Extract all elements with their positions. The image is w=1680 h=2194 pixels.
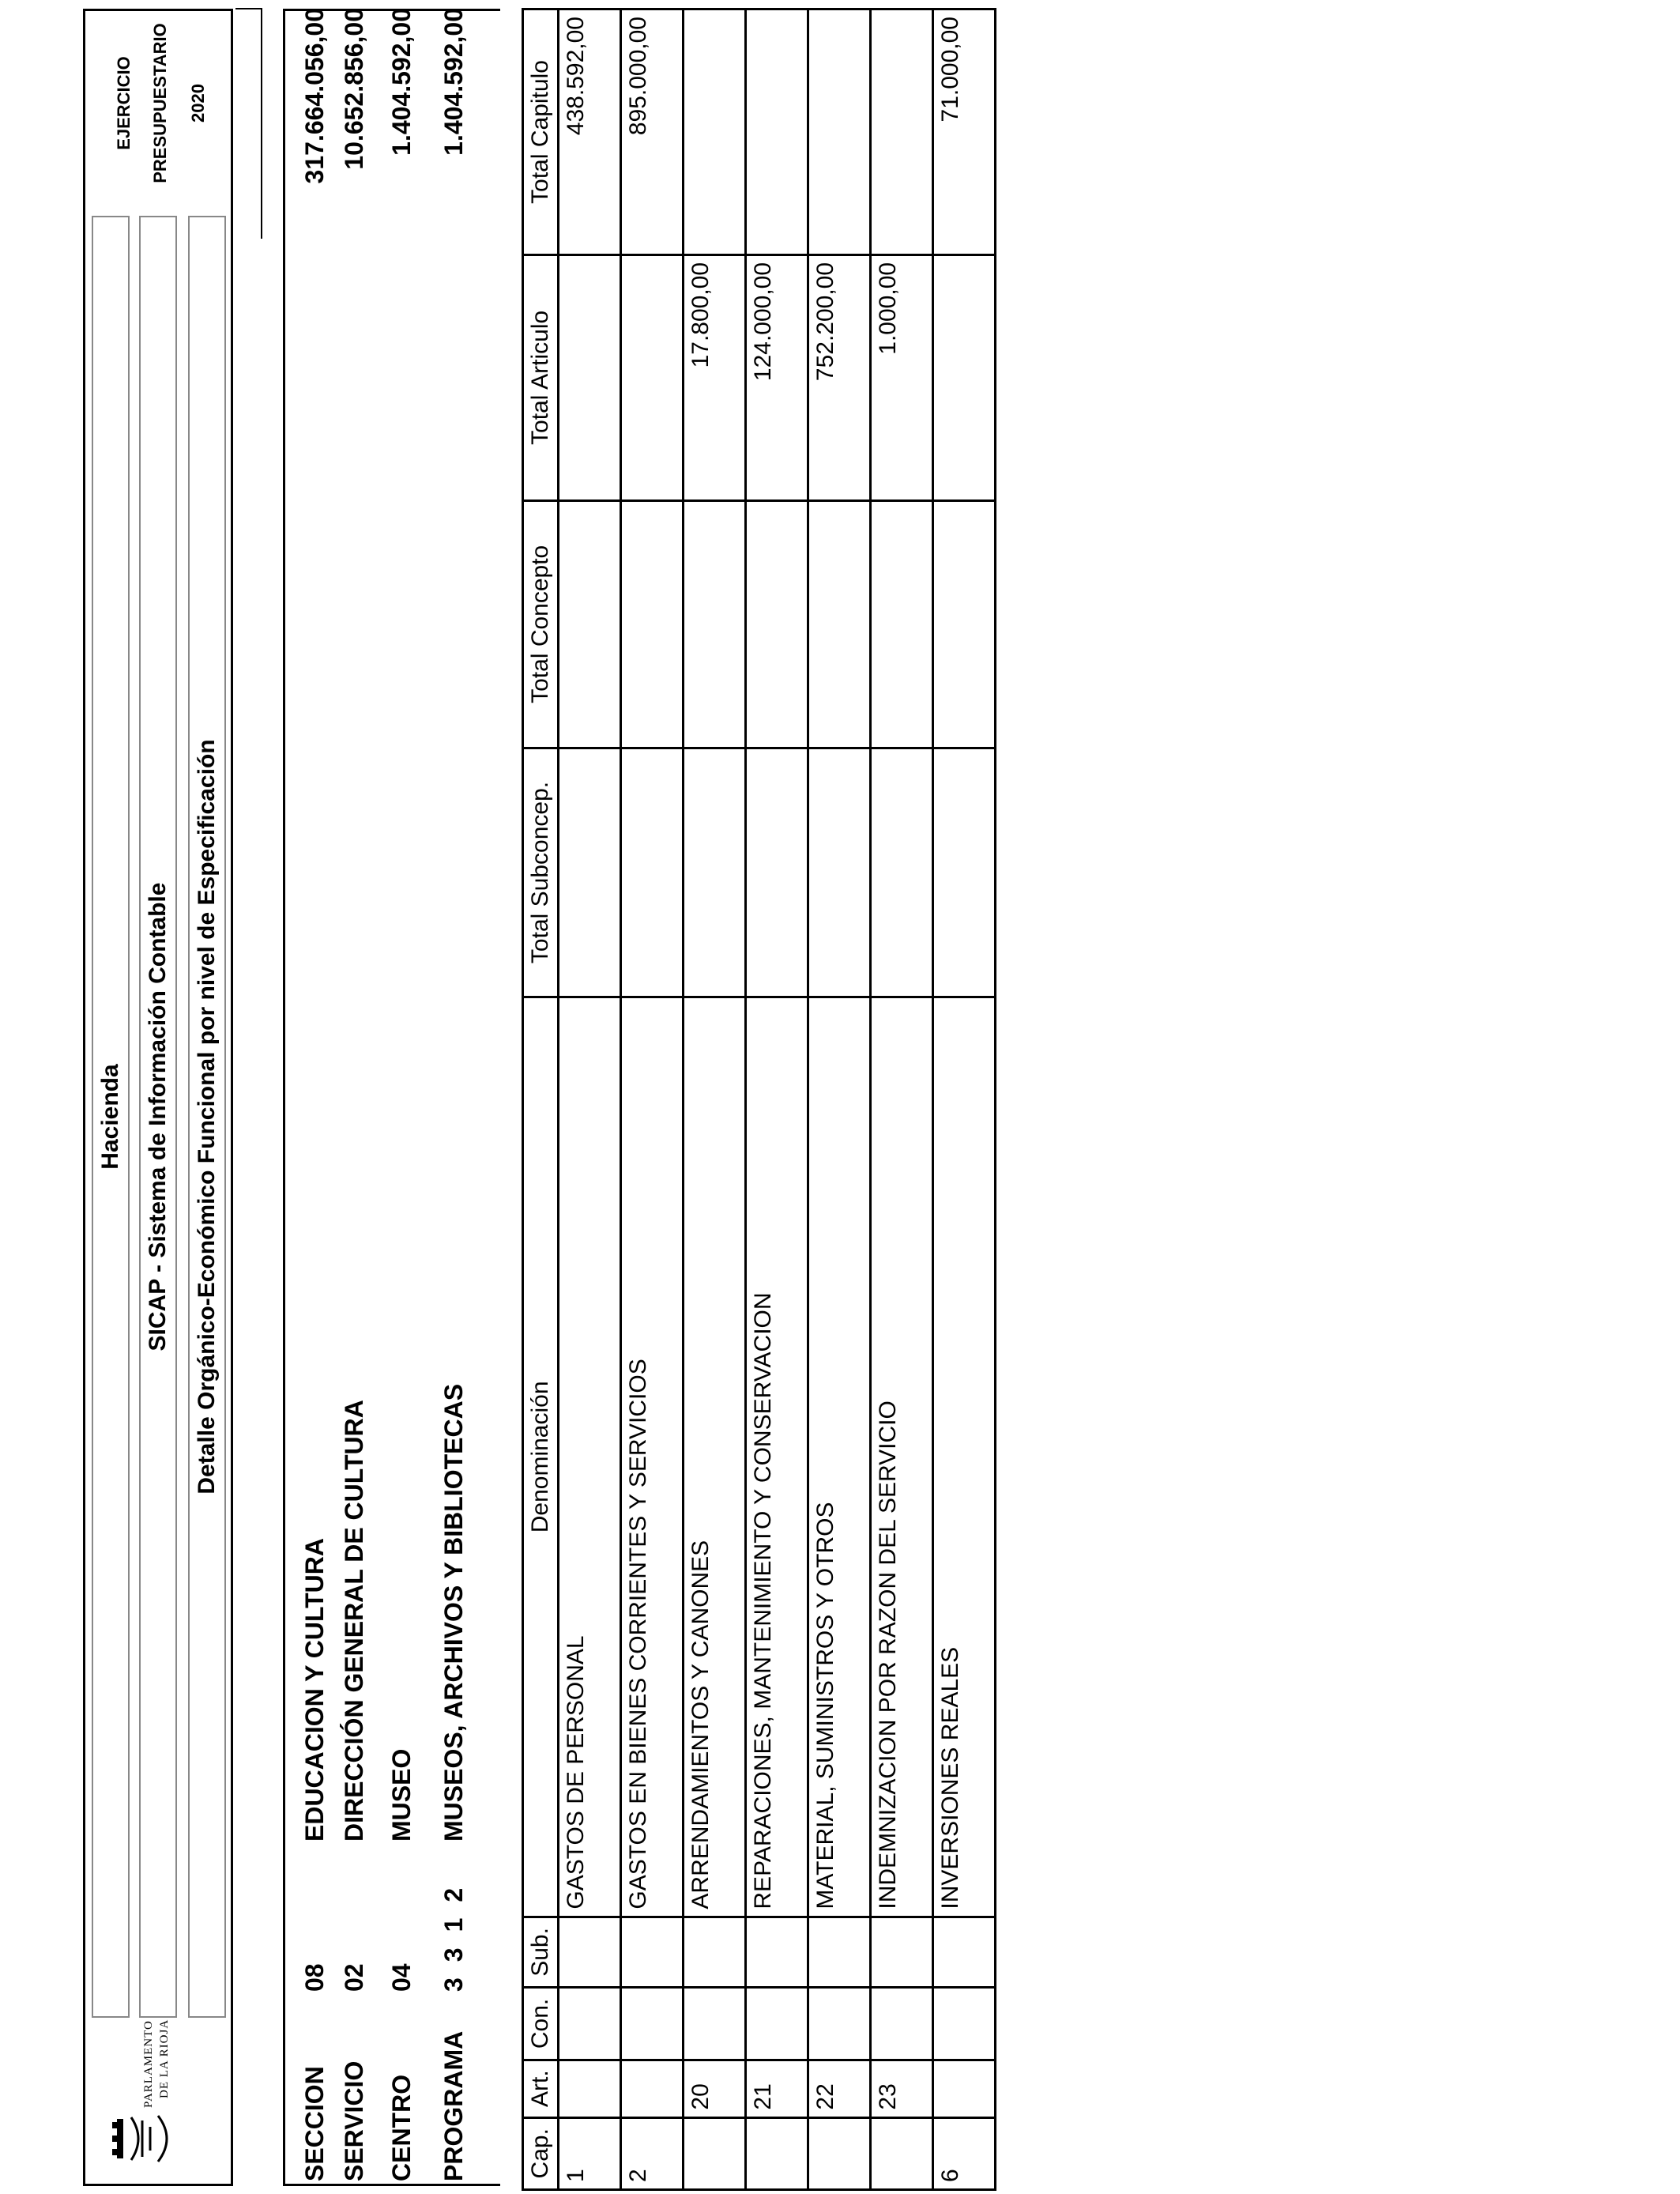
cap-cell: 6 (933, 2117, 996, 2189)
programa-name: MUSEOS, ARCHIVOS Y BIBLIOTECAS (439, 1383, 468, 1842)
servicio-amount: 10.652.856,00 (340, 8, 368, 170)
col-header: Total Articulo (523, 254, 559, 500)
concepto-total-cell (746, 500, 808, 748)
table-row (746, 9, 808, 2190)
art-cell (621, 2060, 684, 2117)
articulo-total-cell (559, 254, 621, 500)
capitulo-total-cell (684, 9, 746, 255)
capitulo-total-cell: 895.000,00 (621, 9, 684, 255)
col-header: Total Capitulo (523, 9, 559, 255)
col-header: Cap. (523, 2117, 559, 2189)
denominacion-cell: INDEMNIZACION POR RAZON DEL SERVICIO (871, 997, 933, 1917)
table-row (808, 9, 871, 2190)
col-header: Con. (523, 1988, 559, 2060)
col-header: Denominación (523, 997, 559, 1917)
capitulo-total-cell: 438.592,00 (559, 9, 621, 255)
header-box (83, 9, 233, 2186)
programa-amount: 1.404.592,00 (439, 8, 468, 156)
sub-cell (621, 1917, 684, 1988)
art-cell: 23 (871, 2060, 933, 2117)
header-line-2 (139, 216, 177, 2018)
sub-cell (559, 1917, 621, 1988)
parliament-logo (95, 2019, 221, 2169)
seccion-code: 08 (300, 1963, 329, 1992)
con-cell (559, 1988, 621, 2060)
table-row (933, 9, 996, 2190)
denominacion-cell: INVERSIONES REALES (933, 997, 996, 1917)
con-cell (621, 1988, 684, 2060)
table-row (871, 9, 933, 2190)
capitulo-total-cell (746, 9, 808, 255)
con-cell (808, 1988, 871, 2060)
sub-cell (746, 1917, 808, 1988)
articulo-total-cell (621, 254, 684, 500)
art-cell: 20 (684, 2060, 746, 2117)
cap-cell: 2 (621, 2117, 684, 2189)
seccion-label: SECCION (300, 2066, 329, 2181)
denominacion-cell: GASTOS DE PERSONAL (559, 997, 621, 1917)
concepto-total-cell (808, 500, 871, 748)
subconcepto-total-cell (808, 748, 871, 997)
fiscal-year-block (85, 6, 235, 200)
table-row (684, 9, 746, 2190)
programa-code: 3312 (439, 1872, 468, 1992)
denominacion-cell: REPARACIONES, MANTENIMIENTO Y CONSERVACION (746, 997, 808, 1917)
subconcepto-total-cell (746, 748, 808, 997)
con-cell (933, 1988, 996, 2060)
capitulo-total-cell (871, 9, 933, 255)
sub-cell (684, 1917, 746, 1988)
col-header: Sub. (523, 1917, 559, 1988)
presupuestario-label: PRESUPUESTARIO (150, 23, 170, 183)
centro-label: CENTRO (387, 2074, 416, 2181)
seccion-amount: 317.664.056,00 (300, 8, 329, 184)
subconcepto-total-cell (871, 748, 933, 997)
concepto-total-cell (684, 500, 746, 748)
articulo-total-cell: 752.200,00 (808, 254, 871, 500)
cap-cell: 1 (559, 2117, 621, 2189)
cap-cell (808, 2117, 871, 2189)
servicio-label: SERVICIO (340, 2060, 368, 2181)
department-title: Hacienda (97, 1064, 123, 1170)
col-header: Art. (523, 2060, 559, 2117)
org-info-box (283, 9, 500, 2186)
centro-code: 04 (387, 1963, 416, 1992)
programa-label: PROGRAMA (439, 2030, 468, 2181)
denominacion-cell: GASTOS EN BIENES CORRIENTES Y SERVICIOS (621, 997, 684, 1917)
sub-cell (871, 1917, 933, 1988)
capitulo-total-cell: 71.000,00 (933, 9, 996, 255)
centro-amount: 1.404.592,00 (387, 8, 416, 156)
articulo-total-cell: 124.000,00 (746, 254, 808, 500)
report-title: Detalle Orgánico-Económico Funcional por nivel de Especificación (188, 216, 226, 2018)
subconcepto-total-cell (933, 748, 996, 997)
cap-cell (871, 2117, 933, 2189)
subconcepto-total-cell (559, 748, 621, 997)
divider (235, 8, 262, 9)
subconcepto-total-cell (684, 748, 746, 997)
art-cell (933, 2060, 996, 2117)
servicio-name: DIRECCIÓN GENERAL DE CULTURA (340, 1400, 368, 1842)
articulo-total-cell (933, 254, 996, 500)
divider (261, 9, 262, 239)
system-title: SICAP - Sistema de Información Contable (145, 882, 171, 1351)
subconcepto-total-cell (621, 748, 684, 997)
con-cell (684, 1988, 746, 2060)
servicio-code: 02 (340, 1963, 368, 1992)
cap-cell (746, 2117, 808, 2189)
denominacion-cell: MATERIAL, SUMINISTROS Y OTROS (808, 997, 871, 1917)
cap-cell (684, 2117, 746, 2189)
articulo-total-cell: 17.800,00 (684, 254, 746, 500)
capitulo-total-cell (808, 9, 871, 255)
table-header-row (523, 9, 559, 2190)
table-row (559, 9, 621, 2190)
sub-cell (933, 1917, 996, 1988)
budget-table (522, 8, 996, 2191)
concepto-total-cell (871, 500, 933, 748)
col-header: Total Concepto (523, 500, 559, 748)
org-name: PARLAMENTO (142, 2020, 155, 2108)
fiscal-year: 2020 (188, 84, 208, 123)
sub-cell (808, 1917, 871, 1988)
denominacion-cell: ARRENDAMIENTOS Y CANONES (684, 997, 746, 1917)
header-line-1 (92, 216, 130, 2018)
crest-icon (111, 2111, 182, 2166)
concepto-total-cell (559, 500, 621, 748)
ejercicio-label: EJERCICIO (114, 56, 134, 150)
con-cell (871, 1988, 933, 2060)
org-subname: DE LA RIOJA (158, 2019, 171, 2098)
art-cell: 22 (808, 2060, 871, 2117)
col-header: Total Subconcep. (523, 748, 559, 997)
art-cell (559, 2060, 621, 2117)
concepto-total-cell (621, 500, 684, 748)
centro-name: MUSEO (387, 1748, 416, 1842)
seccion-name: EDUCACION Y CULTURA (300, 1537, 329, 1842)
art-cell: 21 (746, 2060, 808, 2117)
articulo-total-cell: 1.000,00 (871, 254, 933, 500)
concepto-total-cell (933, 500, 996, 748)
con-cell (746, 1988, 808, 2060)
table-row (621, 9, 684, 2190)
